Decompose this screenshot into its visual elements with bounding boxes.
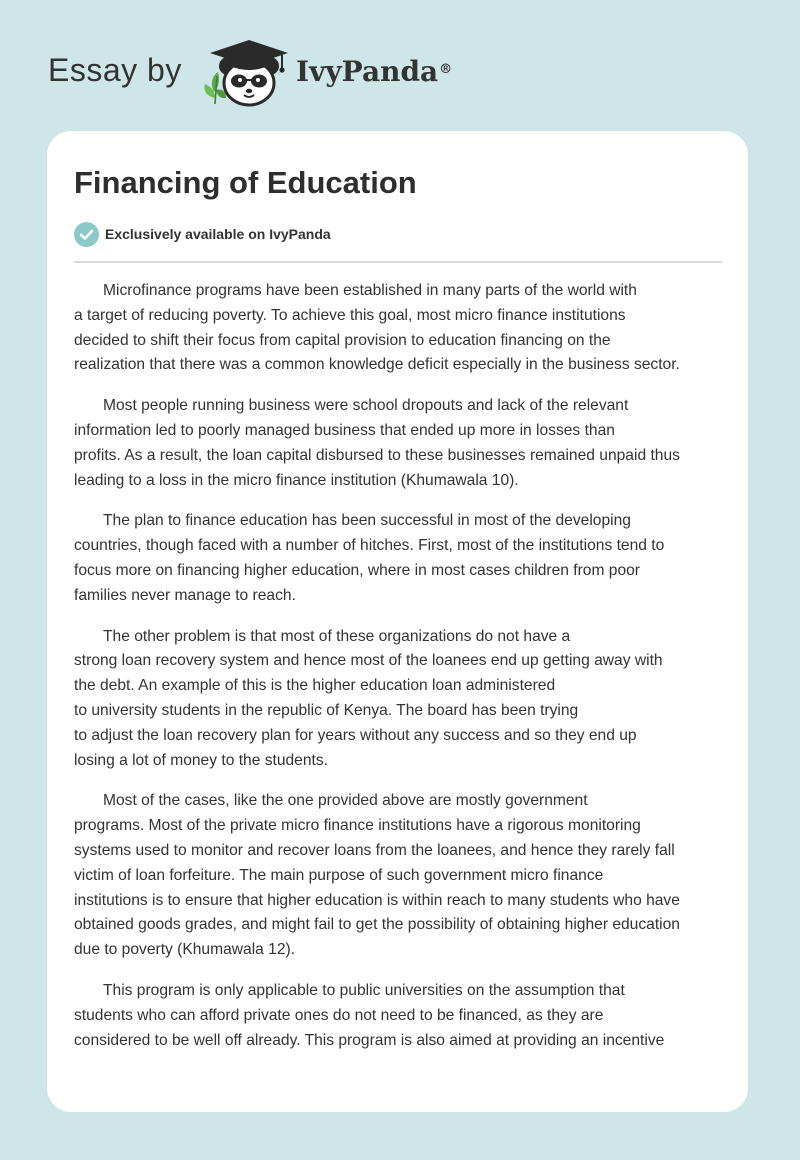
paragraph-line: The plan to finance education has been successful in most of the developing — [103, 512, 631, 530]
paragraph-line: victim of loan forfeiture. The main purpose of such government micro finance — [74, 866, 604, 884]
paragraph-line: focus more on financing higher education, where in most cases children from poor — [74, 561, 641, 579]
paragraph — [74, 789, 734, 963]
brand-name-text: IvyPanda — [296, 55, 439, 88]
paragraph-line: information led to poorly managed business that ended up more in losses than — [74, 421, 615, 439]
paragraph — [74, 279, 734, 378]
paragraph-line: decided to shift their focus from capital provision to education financing on the — [74, 331, 611, 349]
paragraph-line: losing a lot of money to the students. — [74, 751, 328, 769]
paragraph-line: to university students in the republic of Kenya. The board has been trying — [74, 701, 579, 719]
paragraph-line: profits. As a result, the loan capital disbursed to these businesses remained unpaid thus — [74, 446, 680, 464]
paragraph-line: institutions is to ensure that higher education is within reach to many students who have — [74, 891, 680, 909]
paragraph-line: programs. Most of the private micro finance institutions have a rigorous monitoring — [74, 817, 641, 835]
paragraph-line: leading to a loss in the micro finance institution (Khumawala 10). — [74, 471, 519, 489]
paragraph-line: Microfinance programs have been established in many parts of the world with — [103, 282, 637, 299]
paragraph-line: families never manage to reach. — [74, 586, 296, 604]
paragraph-line: realization that there was a common knowledge deficit especially in the business sector. — [74, 356, 680, 374]
paragraph-line: The other problem is that most of these organizations do not have a — [103, 627, 571, 645]
paragraph — [74, 394, 734, 493]
brand-prefix: Essay by — [48, 52, 182, 88]
paragraph-line: systems used to monitor and recover loans from the loanees, and hence they rarely fall — [74, 841, 675, 859]
page-title: Financing of Education — [74, 165, 417, 200]
paragraph-line: considered to be well off already. This program is also aimed at providing an incentive — [74, 1031, 665, 1049]
registered-mark: ® — [439, 62, 453, 77]
paragraph — [74, 509, 734, 608]
paragraph-line: obtained goods grades, and might fail to get the possibility of obtaining higher education — [74, 916, 680, 934]
paragraph-line: to adjust the loan recovery plan for years without any success and so they end up — [74, 726, 637, 744]
paragraph — [74, 625, 734, 774]
essay-card — [47, 131, 748, 1112]
paragraph — [74, 979, 734, 1053]
title-divider — [74, 261, 722, 263]
check-circle-icon — [74, 222, 99, 247]
paragraph-line: due to poverty (Khumawala 12). — [74, 941, 296, 959]
exclusive-badge — [74, 221, 331, 247]
exclusive-badge-text: Exclusively available on IvyPanda — [105, 226, 331, 242]
paragraph-line: a target of reducing poverty. To achieve this goal, most micro finance institutions — [74, 306, 626, 324]
paragraph-line: strong loan recovery system and hence most of the loanees end up getting away with — [74, 652, 663, 670]
brand-name[interactable] — [296, 54, 452, 90]
paragraph-line: Most people running business were school dropouts and lack of the relevant — [103, 397, 629, 415]
paragraph-line: countries, though faced with a number of hitches. First, most of the institutions tend to — [74, 537, 665, 555]
paragraph-line: the debt. An example of this is the higher education loan administered — [74, 677, 556, 695]
paragraph-line: Most of the cases, like the one provided above are mostly government — [103, 792, 588, 810]
essay-body — [74, 279, 734, 1069]
paragraph-line: students who can afford private ones do not need to be financed, as they are — [74, 1006, 604, 1024]
panda-graduate-logo-icon[interactable] — [200, 32, 296, 110]
site-header — [0, 0, 800, 130]
paragraph-line: This program is only applicable to public universities on the assumption that — [103, 981, 625, 999]
